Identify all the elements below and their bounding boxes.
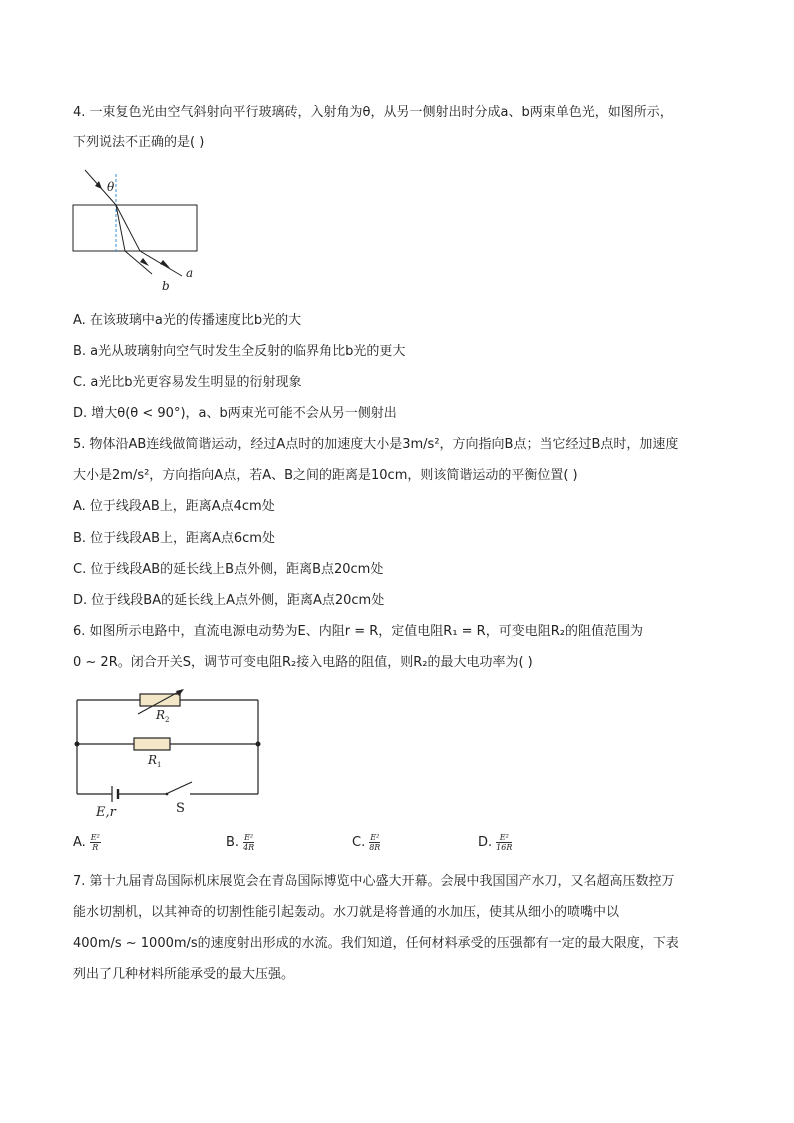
- fixed-resistor-r1: [134, 738, 170, 750]
- battery-label: E,r: [96, 805, 116, 820]
- fraction: $\frac{\text{E²}}{4R}$: [243, 833, 255, 852]
- ray-b-label: b: [162, 279, 170, 293]
- option-letter: D.: [478, 835, 493, 850]
- q6-option-c: [352, 833, 380, 852]
- refracted-ray-a: [116, 205, 140, 251]
- ray-a-arrow-icon: [160, 260, 170, 268]
- r1-label: R: [148, 753, 158, 767]
- refracted-ray-b: [116, 205, 125, 251]
- fraction: $\frac{\text{E²}}{16R}$: [496, 833, 513, 852]
- q6-circuit-figure: [70, 688, 270, 822]
- fraction: $\frac{\text{E²}}{8R}$: [369, 833, 381, 852]
- q5-stem-line1: 5. 物体沿AB连线做简谐运动，经过A点时的加速度大小是3m/s²，方向指向B点；当它经过B点时，加速度: [73, 437, 679, 452]
- q4-option-c: C. a光比b光更容易发生明显的衍射现象: [73, 375, 302, 390]
- q7-stem-line1: 7. 第十九届青岛国际机床展览会在青岛国际博览中心盛大开幕。会展中我国国产水刀，又名超高压数控万: [73, 874, 675, 889]
- q7-stem-line3: 400m/s ~ 1000m/s的速度射出形成的水流。我们知道，任何材料承受的压强都有一定的最大限度，下表: [73, 936, 679, 951]
- q6-stem-line2: 0 ~ 2R。闭合开关S，调节可变电阻R₂接入电路的阻值，则R₂的最大电功率为( ): [73, 655, 533, 670]
- fraction: $\frac{\text{E²}}{R}$: [90, 833, 100, 852]
- q5-option-a: A. 位于线段AB上，距离A点4cm处: [73, 499, 275, 514]
- q5-option-d: D. 位于线段BA的延长线上A点外侧，距离A点20cm处: [73, 593, 385, 608]
- r1-subscript: 1: [157, 761, 162, 769]
- q6-option-a: [73, 833, 101, 852]
- q6-option-b: [226, 833, 254, 852]
- q4-glass-brick-figure: [70, 164, 210, 296]
- q6-option-d: [478, 833, 512, 852]
- switch-blade: [168, 782, 192, 793]
- q4-option-a: A. 在该玻璃中a光的传播速度比b光的大: [73, 313, 302, 328]
- q4-stem-line2: 下列说法不正确的是( ): [73, 135, 205, 150]
- ray-a-label: a: [186, 266, 194, 280]
- glass-brick: [73, 205, 197, 251]
- q5-option-c: C. 位于线段AB的延长线上B点外侧，距离B点20cm处: [73, 562, 384, 577]
- option-letter: C.: [352, 835, 366, 850]
- variable-resistor-r2: [140, 694, 180, 706]
- q5-option-b: B. 位于线段AB上，距离A点6cm处: [73, 531, 275, 546]
- q7-stem-line2: 能水切割机，以其神奇的切割性能引起轰动。水刀就是将普通的水加压，使其从细小的喷嘴中以: [73, 905, 620, 920]
- theta-label: θ: [107, 180, 115, 194]
- q4-option-d: D. 增大θ(θ < 90°)，a、b两束光可能不会从另一侧射出: [73, 406, 397, 421]
- q4-stem-line1: 4. 一束复色光由空气斜射向平行玻璃砖，入射角为θ，从另一侧射出时分成a、b两束单色光，如图所示，: [73, 105, 673, 120]
- switch-label: S: [176, 801, 185, 816]
- q7-stem-line4: 列出了几种材料所能承受的最大压强。: [73, 967, 295, 982]
- q4-option-b: B. a光从玻璃射向空气时发生全反射的临界角比b光的更大: [73, 344, 406, 359]
- option-letter: B.: [226, 835, 240, 850]
- junction-left: [75, 742, 80, 747]
- r2-label: R: [156, 708, 166, 722]
- q6-stem-line1: 6. 如图所示电路中，直流电源电动势为E、内阻r = R，定值电阻R₁ = R，可变电阻R₂的阻值范围为: [73, 624, 643, 639]
- junction-right: [256, 742, 261, 747]
- option-letter: A.: [73, 835, 86, 850]
- q5-stem-line2: 大小是2m/s²，方向指向A点，若A、B之间的距离是10cm，则该简谐运动的平衡位置( ): [73, 468, 578, 483]
- r2-subscript: 2: [165, 716, 170, 724]
- emergent-ray-b: [125, 251, 152, 274]
